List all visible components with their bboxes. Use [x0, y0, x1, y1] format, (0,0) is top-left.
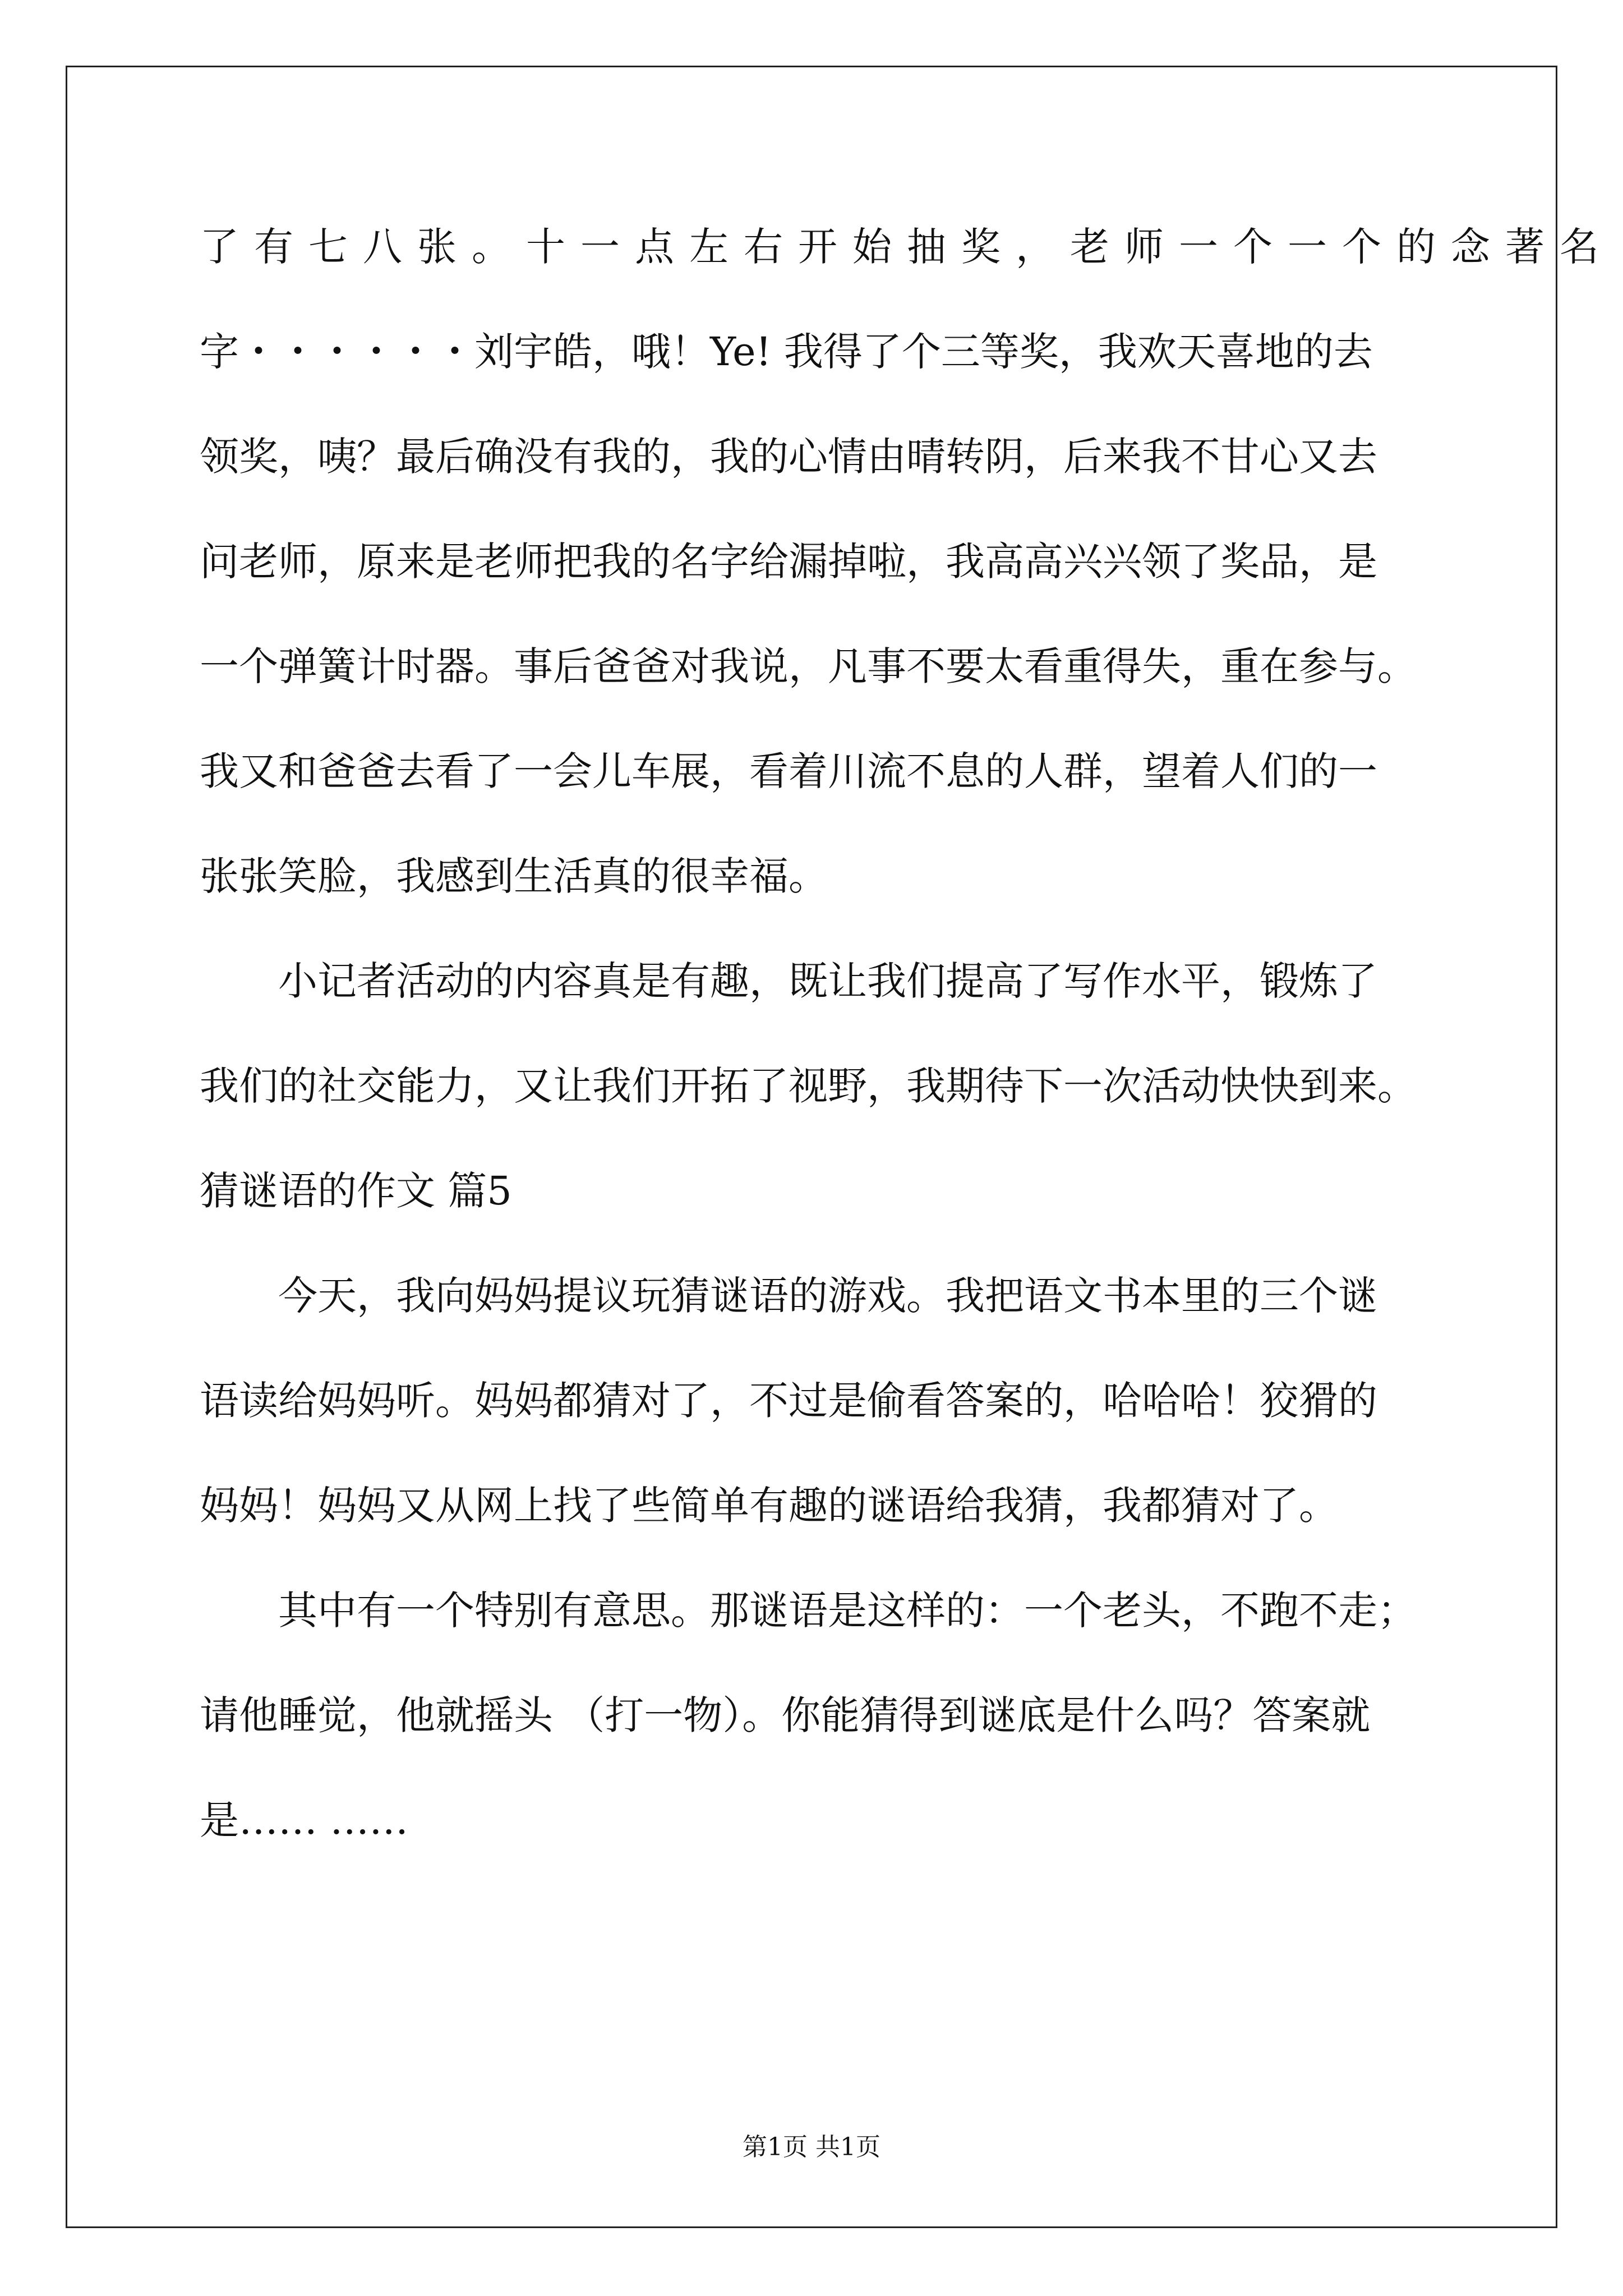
paragraph-line: 字・・・・・・刘宇皓，哦！Ye! 我得了个三等奖，我欢天喜地的去 [200, 329, 1373, 375]
paragraph-line: 今天，我向妈妈提议玩猜谜语的游戏。我把语文书本里的三个谜 [278, 1273, 1377, 1319]
paragraph-line: 一个弹簧计时器。事后爸爸对我说，凡事不要太看重得失，重在参与。 [200, 643, 1417, 689]
paragraph-line: 是…… …… [200, 1797, 409, 1843]
paragraph-line: 语读给妈妈听。妈妈都猜对了，不过是偷看答案的，哈哈哈！狡猾的 [200, 1378, 1377, 1424]
paragraph-line: 请他睡觉，他就摇头 （打一物）。你能猜得到谜底是什么吗？答案就 [200, 1692, 1371, 1738]
paragraph-line: 我们的社交能力，又让我们开拓了视野，我期待下一次活动快快到来。 [200, 1063, 1417, 1109]
paragraph-line: 妈妈！妈妈又从网上找了些简单有趣的谜语给我猜，我都猜对了。 [200, 1483, 1338, 1529]
section-heading: 猜谜语的作文 篇5 [200, 1168, 512, 1214]
paragraph-line: 小记者活动的内容真是有趣，既让我们提高了写作水平，锻炼了 [278, 958, 1377, 1004]
paragraph-line: 其中有一个特别有意思。那谜语是这样的：一个老头，不跑不走； [278, 1588, 1417, 1634]
paragraph-line: 问老师，原来是老师把我的名字给漏掉啦，我高高兴兴领了奖品，是 [200, 539, 1377, 585]
paragraph-line: 我又和爸爸去看了一会儿车展，看着川流不息的人群，望着人们的一 [200, 748, 1377, 794]
paragraph-line: 了有七八张。十一点左右开始抽奖，老师一个一个的念著名 [200, 224, 1614, 270]
page-border [66, 66, 1557, 2228]
page-footer: 第1页 共1页 [743, 2133, 880, 2161]
paragraph-line: 领奖，咦？最后确没有我的，我的心情由晴转阴，后来我不甘心又去 [200, 434, 1377, 480]
paragraph-line: 张张笑脸，我感到生活真的很幸福。 [200, 853, 828, 899]
